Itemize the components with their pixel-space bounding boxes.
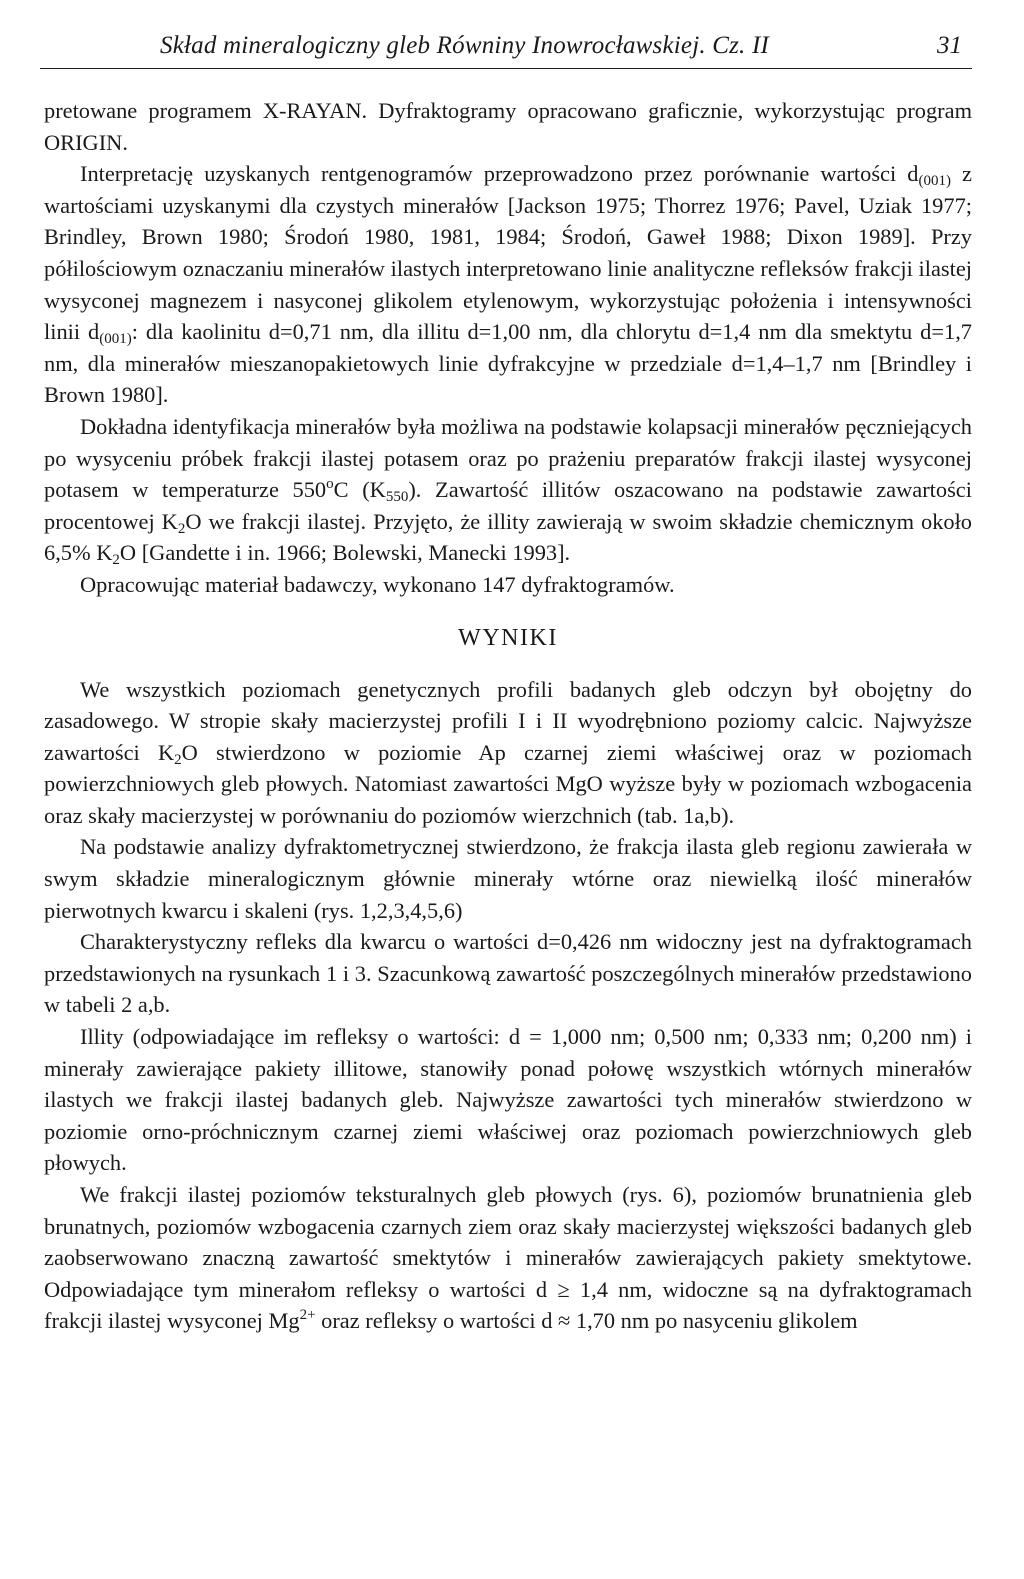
text-run: : dla kaolinitu d=0,71 nm, dla illitu d=1,00 nm, dla chlorytu d=1,4 nm dla smektytu d=1,7 nm, dla minerałów mieszanopakietowych linie dyfrakcyjne w przedziale d=1,4–1,7 nm [Brindley i Brown 1980].	[44, 319, 972, 408]
paragraph-6: Na podstawie analizy dyfraktometrycznej stwierdzono, że frakcja ilasta gleb regionu zawierała w swym składzie mineralogicznym głównie minerały wtórne oraz niewielką ilość minerałów pierwotnych kwarcu i skaleni (rys. 1,2,3,4,5,6)	[44, 834, 972, 923]
paragraph-5	[44, 674, 972, 832]
text-run: O stwierdzono w poziomie Ap czarnej ziemi właściwej oraz w poziomach powierzchniowych gleb płowych. Natomiast zawartości MgO wyższe były w poziomach wzbogacenia oraz skały macierzystej w porównaniu do poziomów wierzchnich (tab. 1a,b).	[44, 739, 972, 828]
text-run: O [Gandette i in. 1966; Bolewski, Manecki 1993].	[119, 540, 571, 566]
paragraph-7: Charakterystyczny refleks dla kwarcu o wartości d=0,426 nm widoczny jest na dyfraktogramach przedstawionych na rysunkach 1 i 3. Szacunkową zawartość poszczególnych minerałów przedstawiono w tabeli 2 a,b.	[44, 929, 972, 1018]
subscript: 2	[174, 751, 182, 768]
section-heading: WYNIKI	[458, 624, 558, 651]
paragraph-3	[44, 411, 972, 569]
subscript: 2	[177, 520, 186, 537]
running-title: Skład mineralogiczny gleb Równiny Inowrocławskiej. Cz. II	[160, 32, 769, 59]
subscript: (001)	[918, 173, 951, 190]
body-text	[44, 95, 972, 1337]
superscript: o	[326, 476, 334, 493]
text-run: O we frakcji ilastej. Przyjęto, że illity zawierają w swoim składzie chemicznym około 6,5% K	[44, 508, 972, 566]
paragraph-4: Opracowując materiał badawczy, wykonano 147 dyfraktogramów.	[80, 571, 675, 597]
text-run: We frakcji ilastej poziomów teksturalnych gleb płowych (rys. 6), poziomów brunatnienia gleb brunatnych, poziomów wzbogacenia czarnych ziem oraz skały macierzystej większości badanych gleb zaobserwowano znaczną zawartość smektytów i minerałów zawierających pakiety smektytowe. Odpowiadające tym minerałom refleksy o wartości d ≥ 1,4 nm, widoczne są na dyfraktogramach frakcji ilastej wysyconej Mg	[44, 1182, 972, 1334]
paragraph-2	[44, 158, 972, 411]
text-run: We wszystkich poziomach genetycznych profili badanych gleb odczyn był obojętny do zasadowego. W stropie skały macierzystej profili I i II wyodrębniono poziomy calcic. Najwyższe zawartości K	[44, 676, 972, 765]
text-run: z wartościami uzyskanymi dla czystych minerałów [Jackson 1975; Thorrez 1976; Pavel, Uziak 1977; Brindley, Brown 1980; Środoń 1980, 1981, 1984; Środoń, Gaweł 1988; Dixon 1989]. Przy półilościowym oznaczaniu minerałów ilastych interpretowano linie analityczne refleksów frakcji ilastej wysyconej magnezem i nasyconej glikolem etylenowym, wykorzystując położenia i intensywności linii d	[44, 161, 972, 345]
subscript: 2	[112, 552, 120, 569]
superscript: 2+	[299, 1307, 316, 1324]
running-header	[40, 28, 972, 69]
paragraph-1: pretowane programem X-RAYAN. Dyfraktogramy opracowano graficznie, wykorzystując program ORIGIN.	[44, 98, 972, 155]
text-run: ). Zawartość illitów oszacowano na podstawie zawartości procentowej K	[44, 477, 972, 534]
text-run: Interpretację uzyskanych rentgenogramów przeprowadzono przez porównanie wartości d	[80, 161, 919, 187]
subscript: (001)	[99, 331, 132, 348]
text-run: oraz refleksy o wartości d ≈ 1,70 nm po nasyceniu glikolem	[315, 1308, 858, 1334]
paragraph-8: Illity (odpowiadające im refleksy o wartości: d = 1,000 nm; 0,500 nm; 0,333 nm; 0,200 nm) i minerały zawierające pakiety illitowe, stanowiły ponad połowę wszystkich wtórnych minerałów ilastych we frakcji ilastej badanych gleb. Najwyższe zawartości tych minerałów stwierdzono w poziomie orno-próchnicznym czarnej ziemi właściwej oraz poziomach powierzchniowych gleb płowych.	[44, 1024, 972, 1176]
subscript: 550	[385, 489, 409, 506]
text-run: Dokładna identyfikacja minerałów była możliwa na podstawie kolapsacji minerałów pęczniejących po wysyceniu próbek frakcji ilastej potasem oraz po prażeniu preparatów frakcji ilastej wysyconej potasem w temperaturze 550	[44, 413, 972, 503]
page-number: 31	[937, 32, 962, 59]
paragraph-9	[44, 1179, 972, 1337]
text-run: C (K	[333, 477, 386, 503]
